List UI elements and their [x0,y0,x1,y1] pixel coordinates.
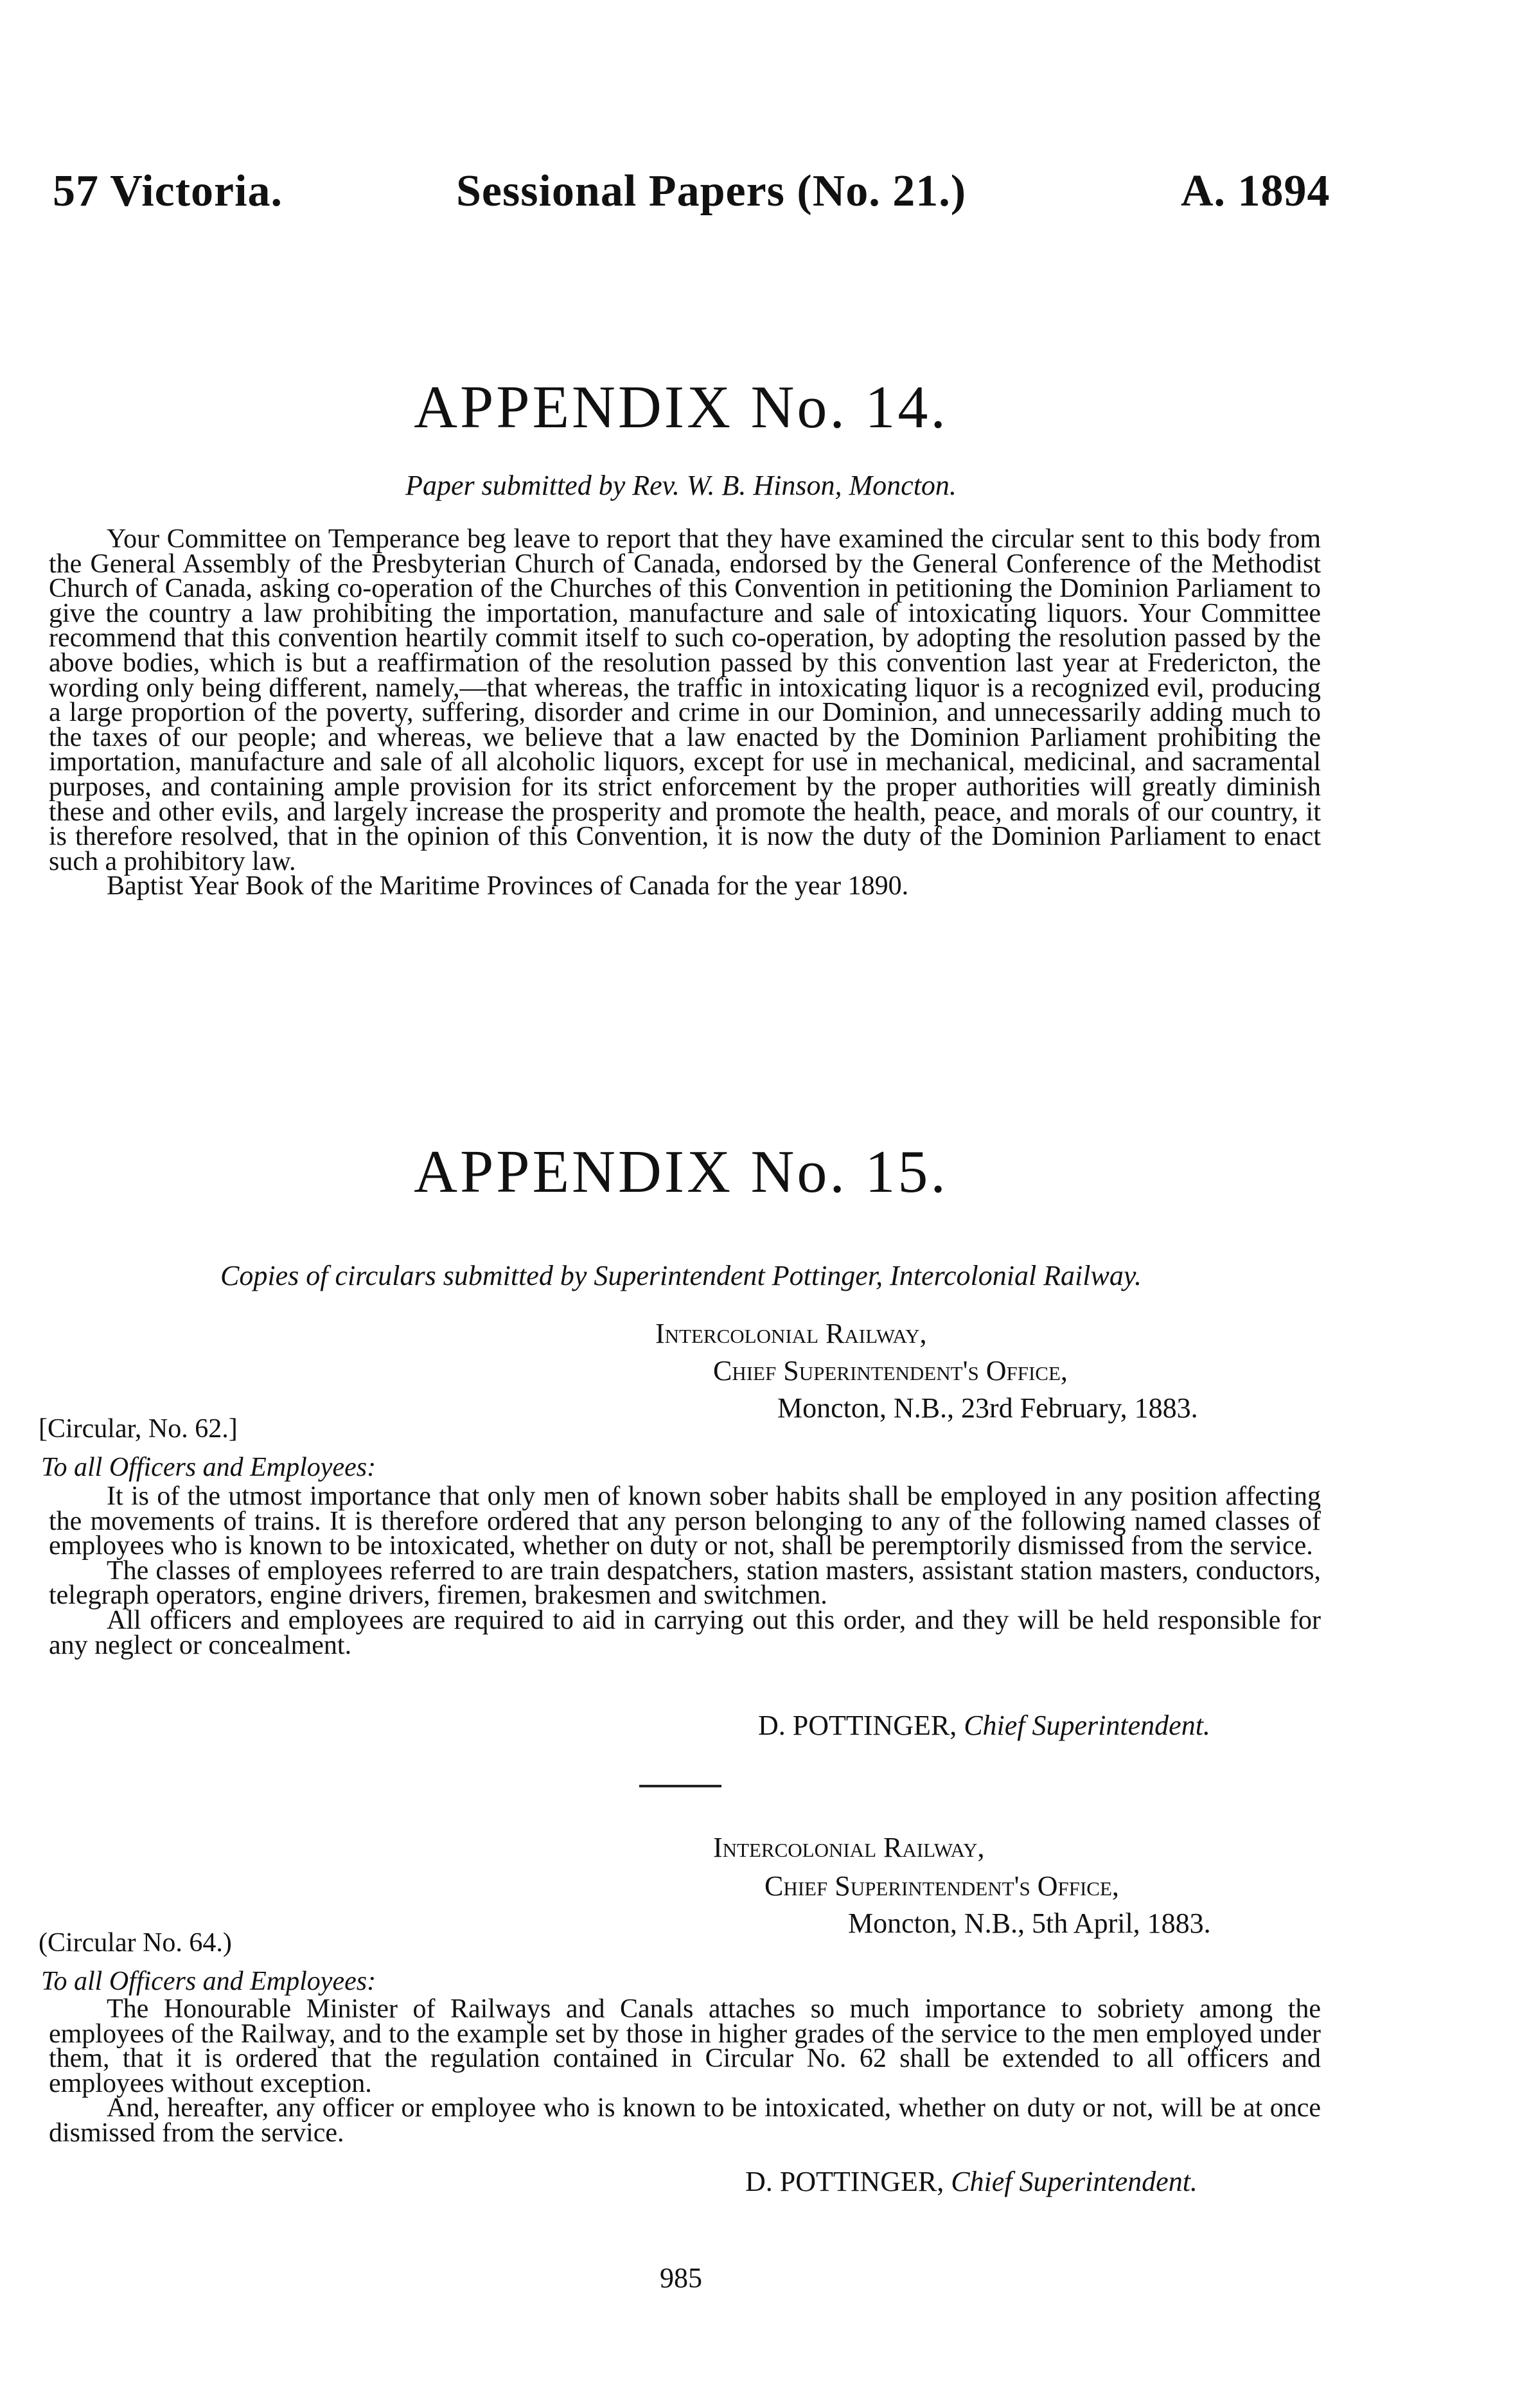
circular-64-number: (Circular No. 64.) [39,1928,232,1958]
circular-64-salutation: To all Officers and Employees: [41,1967,376,1996]
appendix-14-body [49,524,1321,901]
appendix-14-subtitle: Paper submitted by Rev. W. B. Hinson, Moncton. [405,470,957,501]
circular-64-address-line-3 [848,1907,1211,1940]
running-head-center: Sessional Papers (No. 21.) [456,166,967,216]
circular-62-signatory-title: Chief Superintendent. [964,1710,1210,1741]
appendix-15-subtitle: Copies of circulars submitted by Superintendent Pottinger, Intercolonial Railway. [220,1260,1142,1291]
appendix-14-title: APPENDIX No. 14. [414,374,948,441]
circular-62-date: Moncton, N.B., 23rd February, 1883. [777,1392,1198,1424]
appendix-15-title: APPENDIX No. 15. [414,1138,948,1205]
circular-62-number: [Circular, No. 62.] [39,1414,238,1444]
circular-62-address-line-1: Intercolonial Railway, [655,1318,927,1349]
circular-64-signature [745,2165,1198,2198]
circular-62-paragraph-3: All officers and employees are required to aid in carrying out this order, and they will be held responsible for any neglect or concealment. [49,1605,1321,1660]
circular-62-signatory: D. POTTINGER, [758,1710,957,1741]
circular-62-address-line-3 [777,1392,1198,1424]
circular-64-body [49,1994,1321,2148]
source-citation: Baptist Year Book of the Maritime Provinces of Canada for the year 1890. [107,871,909,901]
circular-64-address-line-1: Intercolonial Railway, [713,1832,985,1863]
section-divider [639,1785,721,1787]
circular-64-paragraph-1: The Honourable Minister of Railways and Canals attaches so much importance to sobriety among the employees of the Railway, and to the example set by those in higher grades of the service to the men employed under them, that it is ordered that the regulation contained in Circular No. 62 shall be extended to all officers and employees without exception. [49,1994,1321,2098]
page-number: 985 [660,2262,702,2294]
committee-report-paragraph: Your Committee on Temperance beg leave to report that they have examined the circular sent to this body from the General Assembly of the Presbyterian Church of Canada, endorsed by the General Conference of the Methodist Church of Canada, asking co-operation of the Churches of this Convention in petitioning the Dominion Parliament to give the country a law prohibiting the importation, manufacture and sale of intoxicating liquors. Your Committee recommend that this convention heartily commit itself to such co-operation, by adopting the resolution passed by the above bodies, which is but a reaffirmation of the resolution passed by this convention last year at Fredericton, the wording only being different, namely,—that whereas, the traffic in intoxicating liquor is a recognized evil, producing a large proportion of the poverty, suffering, disorder and crime in our Dominion, and unnecessarily adding much to the taxes of our people; and whereas, we believe that a law enacted by the Dominion Parliament prohibiting the importation, manufacture and sale of all alcoholic liquors, except for use in mechanical, medicinal, and sacramental purposes, and containing ample provision for its strict enforcement by the proper authorities will greatly diminish these and other evils, and largely increase the prosperity and promote the health, peace, and morals of our country, it is therefore resolved, that in the opinion of this Convention, it is now the duty of the Dominion Parliament to enact such a prohibitory law. [49,524,1321,876]
circular-64-address-line-2: Chief Superintendent's Office, [765,1870,1119,1902]
circular-64-signatory: D. POTTINGER, [745,2166,944,2197]
circular-62-body [49,1484,1321,1658]
circular-62-paragraph-2: The classes of employees referred to are train despatchers, station masters, assistant station masters, conductors, telegraph operators, engine drivers, firemen, brakesmen and switchmen. [49,1555,1321,1611]
running-head-right: A. 1894 [1181,166,1330,216]
circular-64-date: Moncton, N.B., 5th April, 1883. [848,1908,1211,1939]
running-head-left: 57 Victoria. [53,166,283,216]
circular-64-signatory-title: Chief Superintendent. [951,2166,1198,2197]
circular-62-address-line-2: Chief Superintendent's Office, [713,1355,1068,1386]
circular-62-signature [758,1709,1210,1742]
circular-62-salutation: To all Officers and Employees: [41,1453,376,1482]
circular-64-paragraph-2: And, hereafter, any officer or employee who is known to be intoxicated, whether on duty or not, will be at once dismissed from the service. [49,2093,1321,2148]
circular-62-paragraph-1: It is of the utmost importance that only men of known sober habits shall be employed in any position affecting the movements of trains. It is therefore ordered that any person belonging to any of the following named classes of employees who is known to be intoxicated, whether on duty or not, shall be peremptorily dismissed from the service. [49,1482,1321,1561]
